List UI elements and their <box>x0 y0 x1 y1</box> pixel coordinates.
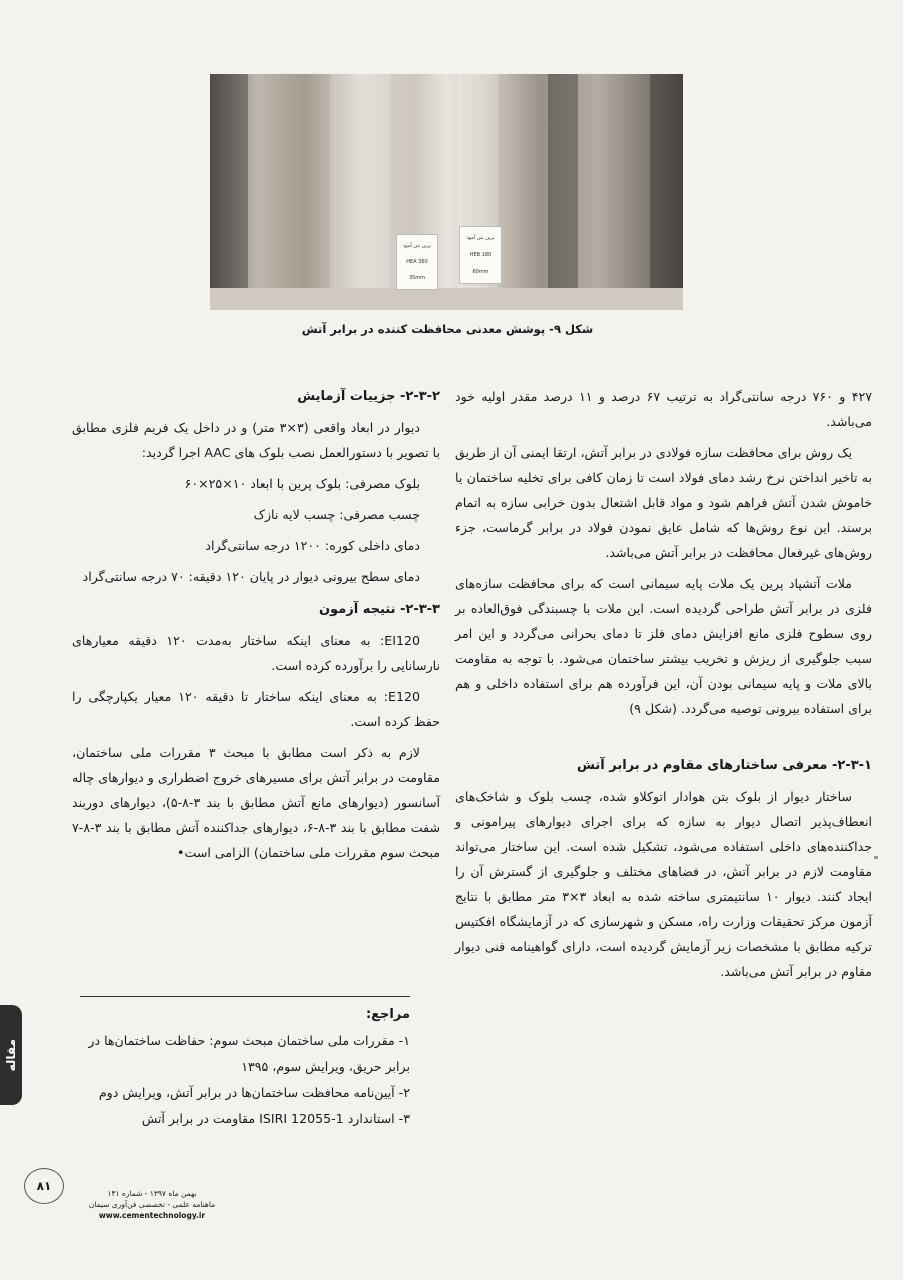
spec-item: دمای داخلی کوره: ۱۲۰۰ درجه سانتی‌گراد <box>205 538 420 553</box>
specimen-sign-right <box>459 226 502 284</box>
photo-shadow <box>548 74 578 310</box>
spec-item: چسب مصرفی: چسب لایه نازک <box>253 507 420 522</box>
references-title: مراجع: <box>365 1007 410 1022</box>
reference-item: ۳- استاندارد ISIRI 12055-1 مقاومت در برابر آتش <box>141 1111 410 1126</box>
journal-url: www.cementechnology.ir <box>98 1211 206 1220</box>
fire-protection-photo <box>210 74 683 310</box>
figure-caption: شکل ۹- پوشش معدنی محافظت کننده در برابر آتش <box>301 322 594 336</box>
spec-item: دمای سطح بیرونی دیوار در پایان ۱۲۰ دقیقه: ۷۰ درجه سانتی‌گراد <box>82 569 420 584</box>
photo-shadow-left <box>210 74 248 310</box>
section-tab-label: مقاله <box>4 1038 18 1072</box>
journal-name: ماهنامه علمی - تخصصی فن‌آوری سیمان <box>88 1200 216 1209</box>
sign-text: 60mm <box>472 268 489 275</box>
reference-item: ۲- آیین‌نامه محافظت ساختمان‌ها در برابر آتش، ویرایش دوم <box>98 1085 410 1100</box>
references-divider <box>80 996 410 997</box>
stray-mark <box>874 856 878 859</box>
paragraph: دیوار در ابعاد واقعی (۳×۳ متر) و در داخل یک فریم فلزی مطابق با تصویر با دستورالعمل نصب بلوک های AAC اجرا گردید: <box>72 420 440 460</box>
section-tab <box>0 1005 22 1105</box>
issue-info: بهمن ماه ۱۳۹۷ - شماره ۱۴۱ <box>107 1189 197 1198</box>
paragraph: لازم به ذکر است مطابق با مبحث ۳ مقررات ملی ساختمان، مقاومت در برابر آتش برای مسیرهای خروج اضطراری و دیوارهای چاله آسانسور (دیوارهای مانع آتش مطابق با بند ۳-۸-۵)، دیوارهای دوربند شفت مطابق با بند ۳-۸-۶، دیوارهای جداکننده آتش مطابق با بند ۳-۸-۷ مبحث سوم مقررات ملی ساختمان) الزامی است• <box>72 745 441 860</box>
paragraph: EI120: به معنای اینکه ساختار به‌مدت ۱۲۰ دقیقه معیارهای نارسانایی را برآورده کرده است. <box>72 633 440 673</box>
sign-text: HEB 180 <box>469 251 492 258</box>
photo-floor <box>210 288 683 310</box>
right-column <box>455 384 872 990</box>
photo-column <box>330 74 390 310</box>
specimen-sign-left <box>396 234 438 290</box>
sign-text: 35mm <box>408 275 426 281</box>
paragraph: ۴۲۷ و ۷۶۰ درجه سانتی‌گراد به ترتیب ۶۷ درصد و ۱۱ درصد مقدر اولیه خود می‌باشد. <box>455 389 872 429</box>
section-heading: ۲-۳-۳- نتیجه آزمون <box>318 602 440 617</box>
spec-item: بلوک مصرفی: بلوک پرین با ابعاد ۱۰×۲۵×۶۰ <box>184 476 420 491</box>
left-column <box>72 384 440 871</box>
sign-text: HEA 360 <box>406 259 428 265</box>
paragraph: ملات آتشپاد پرین یک ملات پایه سیمانی است که برای محافظت سازه‌های فلزی در برابر آتش طراحی گردیده است. این ملات با چسبندگی فوق‌العاده بر روی سطوح فلزی مانع افزایش دمای فلز تا دمای بحرانی می‌گردد و این امر سبب جلوگیری از ریزش و تخریب بیشتر ساختمان می‌شود. با توجه به مقاومت بالای ملات و پایه سیمانی بودن آن، این فرآورده هم برای استفاده داخلی و هم برای استفاده بیرونی توصیه می‌گردد. (شکل ۹) <box>455 576 872 716</box>
spacer <box>455 727 872 753</box>
section-heading: ۲-۳-۱- معرفی ساختارهای مقاوم در برابر آتش <box>577 758 872 773</box>
paragraph: یک روش برای محافظت سازه فولادی در برابر آتش، ارتقا ایمنی آن از طریق به تاخیر انداختن نرخ رشد دمای فولاد است تا زمان کافی برای تخلیه ساختمان یا خاموش شدن آتش فراهم شود و مواد قابل اشتعال بدون خرابی سازه به اتمام برسند. این نوع روش‌ها که شامل عایق نمودن فولاد در برابر گرماست، جزء روش‌های غیرفعال محافظت در برابر آتش می‌باشد. <box>455 445 872 560</box>
references-section <box>80 1002 410 1132</box>
paragraph: E120: به معنای اینکه ساختار تا دقیقه ۱۲۰ معیار یکپارچگی را حفظ کرده است. <box>72 689 440 729</box>
sign-text: پرین بتن آمود <box>402 243 432 249</box>
paragraph: ساختار دیوار از بلوک بتن هوادار اتوکلاو شده، چسب بلوک و شاخک‌های انعطاف‌پذیر اتصال دیوار به سازه که برای اجرای دیوارهای پیرامونی و جداکننده‌های داخلی استفاده می‌شود، تشکیل شده است. این ساختار می‌تواند مقاومت لازم در برابر آتش، در فضاهای مختلف و جلوگیری از گسترش آن را ایجاد کنند. دیوار ۱۰ سانتیمتری ساخته شده به ابعاد ۳×۳ متر مطابق با نتایج آزمون مرکز تحقیقات وزارت راه، مسکن و شهرسازی که در آزمایشگاه افکتیس ترکیه مطابق با مشخصات زیر آزمایش گردیده است، دارای گواهینامه فنی دیوار مقاوم در برابر آتش می‌باشد. <box>455 789 873 979</box>
reference-item: ۱- مقررات ملی ساختمان مبحث سوم: حفاظت ساختمان‌ها در برابر حریق، ویرایش سوم، ۱۳۹۵ <box>88 1033 410 1074</box>
footer <box>72 1188 232 1221</box>
photo-shadow-right <box>650 74 683 310</box>
page-number: ۸۱ <box>24 1168 64 1204</box>
section-heading: ۲-۳-۲- جزییات آزمایش <box>297 389 440 404</box>
sign-text: پرین بتن آمود <box>466 235 495 242</box>
